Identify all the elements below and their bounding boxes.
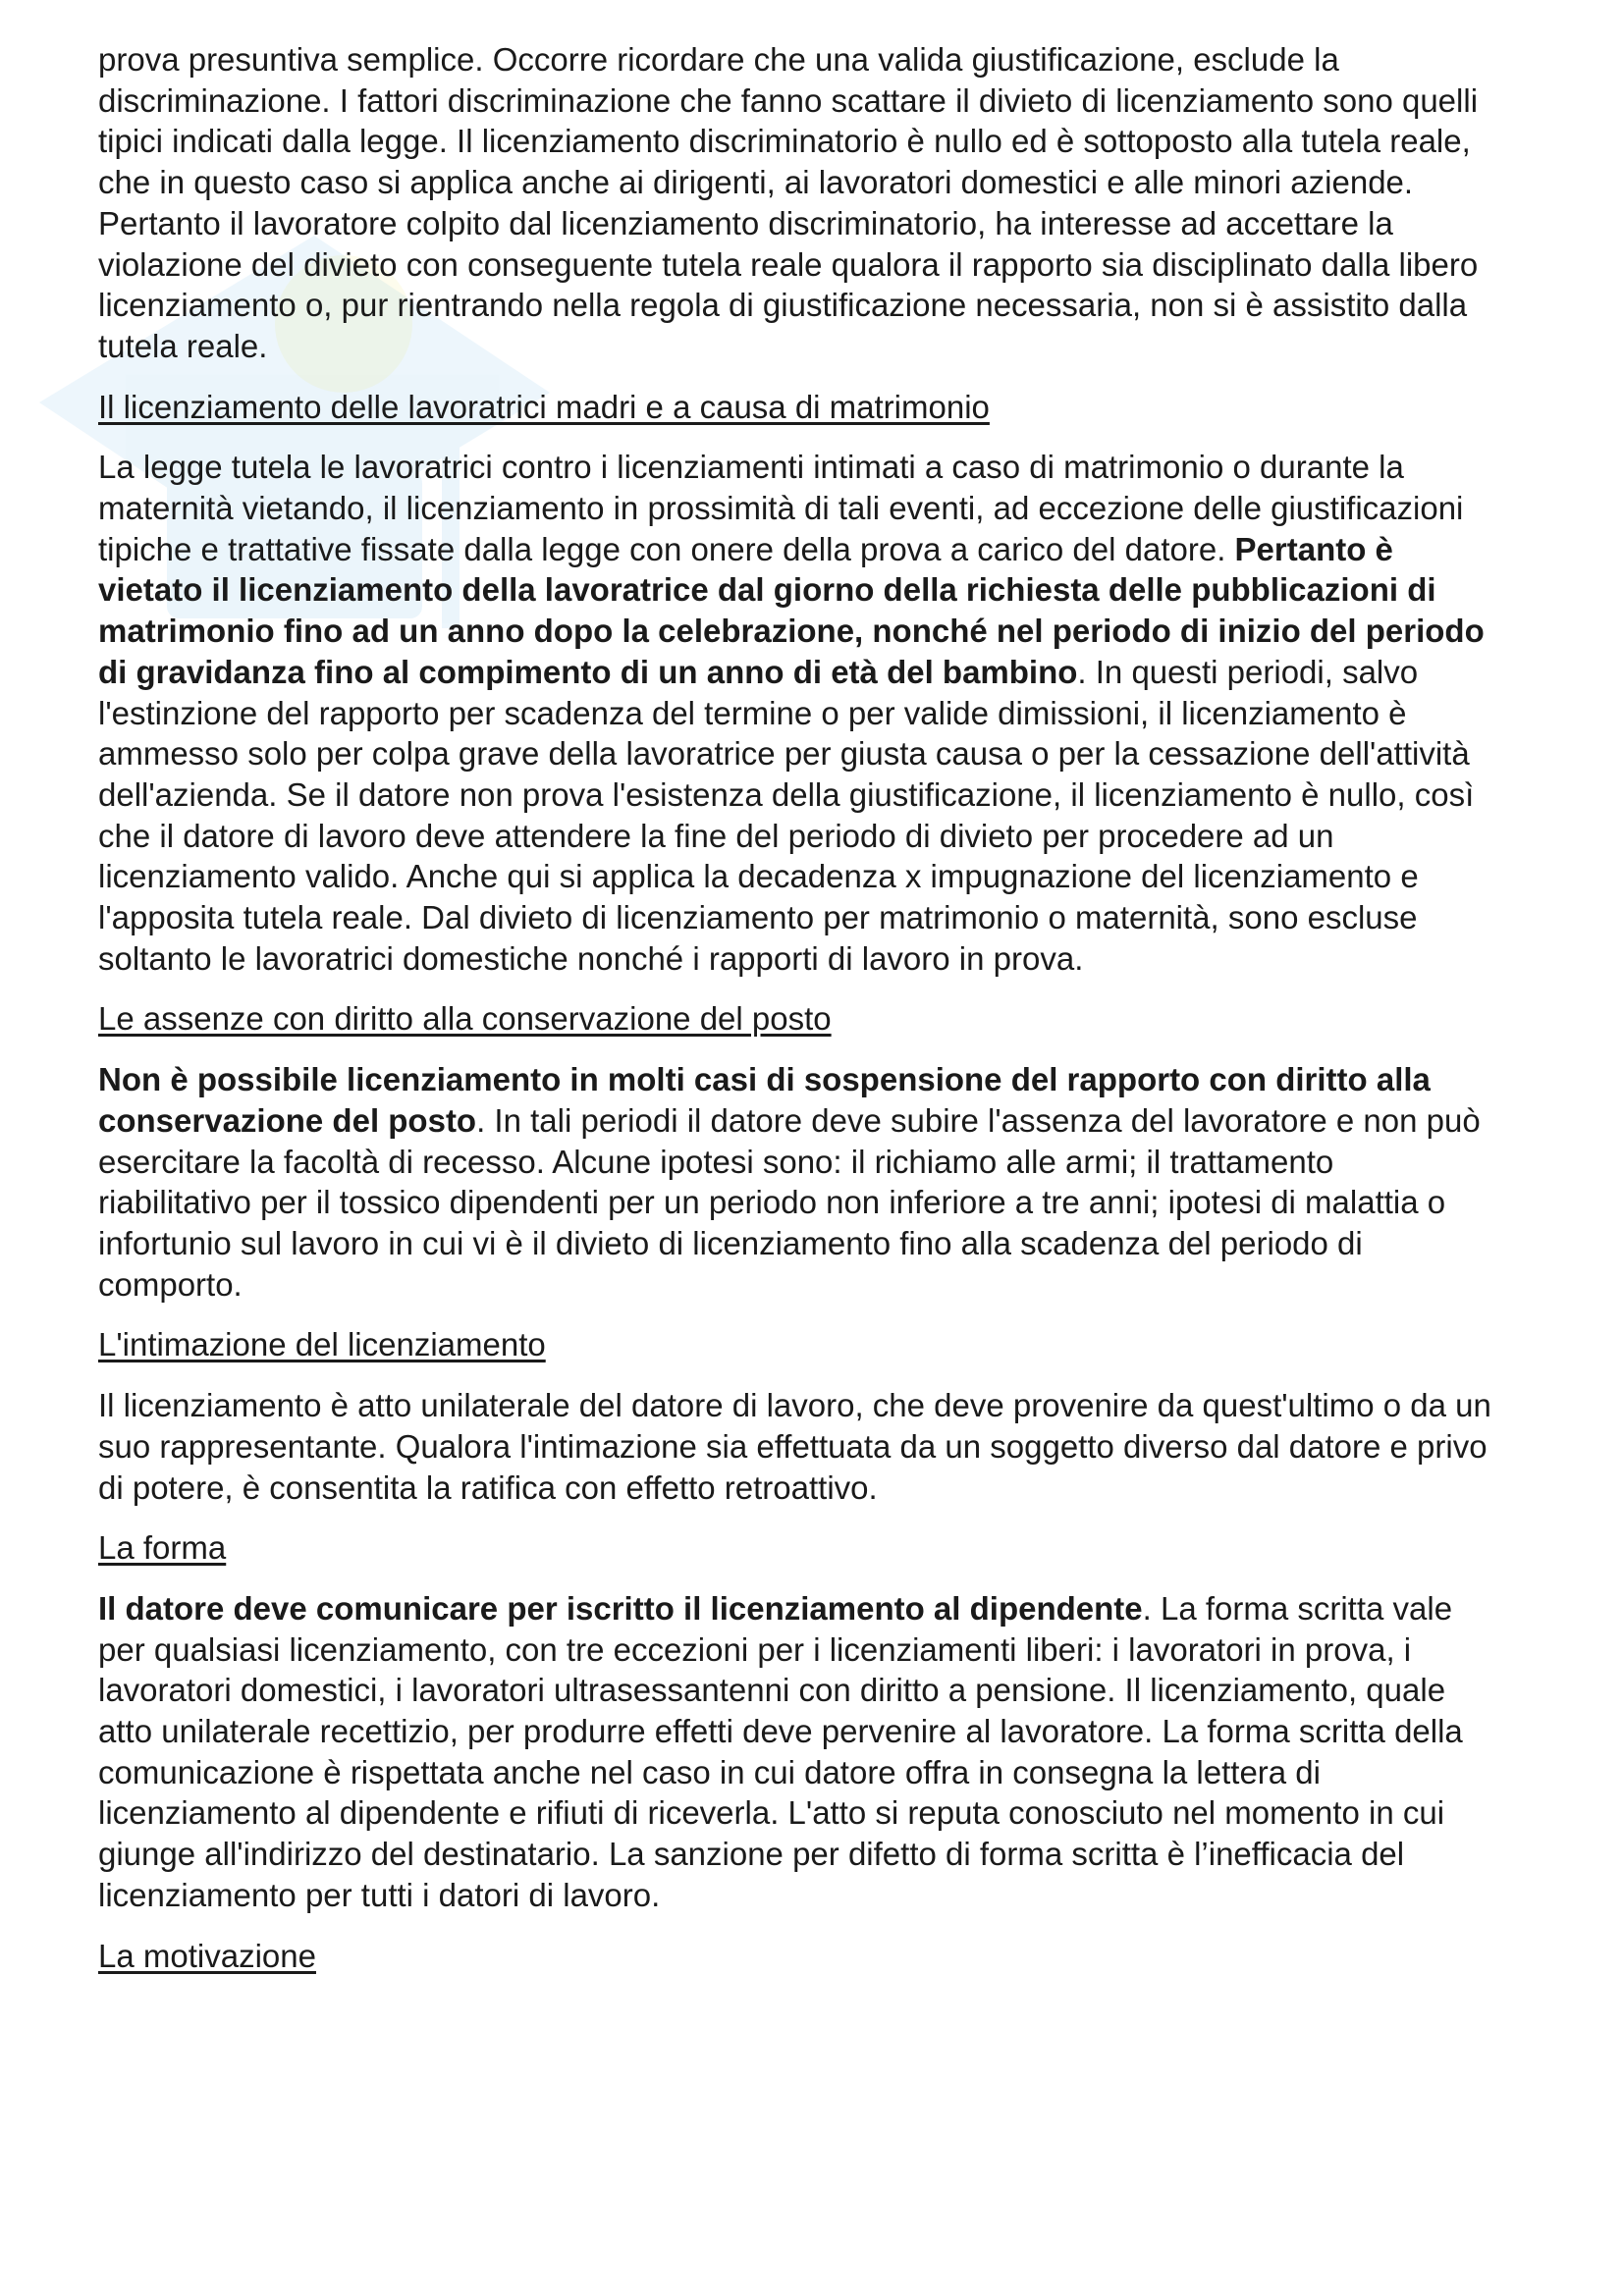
bold-text-run: Pertanto è vietato il licenziamento della lavoratrice dal giorno della richiesta delle pubblicazioni di matrimonio fino ad un anno dopo la celebrazione, nonché nel periodo di inizio del periodo di gravidanza fino al compimento di un anno di età del bambino xyxy=(98,530,1485,690)
text-run: . La forma scritta vale per qualsiasi licenziamento, con tre eccezioni per i licenziamenti liberi: i lavoratori in prova, i lavoratori domestici, i lavoratori ultrasessantenni con diritto a pensione. Il licenziamento, quale atto unilaterale recettizio, per produrre effetti deve pervenire al lavoratore. La forma scritta della comunicazione è rispettata anche nel caso in cui datore offra in consegna la lettera di licenziamento al dipendente e rifiuti di riceverla. L'atto si reputa conosciuto nel momento in cui giunge all'indirizzo del destinatario. La sanzione per difetto di forma scritta è l’inefficacia del licenziamento per tutti i datori di lavoro. xyxy=(98,1589,1463,1913)
bold-text-run: Non è possibile licenziamento in molti casi di sospensione del rapporto con diritto alla conservazione del posto xyxy=(98,1061,1431,1139)
section-heading-motivazione: La motivazione xyxy=(98,1937,316,1974)
text-run: Il licenziamento è atto unilaterale del datore di lavoro, che deve provenire da quest'ultimo o da un suo rappresentante. Qualora l'intimazione sia effettuata da un soggetto diverso dal datore e privo di potere, è consentita la ratifica con effetto retroattivo. xyxy=(98,1387,1491,1506)
text-run: . In tali periodi il datore deve subire l'assenza del lavoratore e non può esercitare la facoltà di recesso. Alcune ipotesi sono: il richiamo alle armi; il trattamento riabilitativo per il tossico dipendenti per un periodo non inferiore a tre anni; ipotesi di malattia o infortunio sul lavoro in cui vi è il divieto di licenziamento fino alla scadenza del periodo di comporto. xyxy=(98,1101,1481,1303)
text-run: . In questi periodi, salvo l'estinzione del rapporto per scadenza del termine o per valide dimissioni, il licenziamento è ammesso solo per colpa grave della lavoratrice per giusta causa o per la cessazione dell'attività dell'azienda. Se il datore non prova l'esistenza della giustificazione, il licenziamento è nullo, così che il datore di lavoro deve attendere la fine del periodo di divieto per procedere ad un licenziamento valido. Anche qui si applica la decadenza x impugnazione del licenziamento e l'apposita tutela reale. Dal divieto di licenziamento per matrimonio o maternità, sono escluse soltanto le lavoratrici domestiche nonché i rapporti di lavoro in prova. xyxy=(98,653,1475,977)
document-body xyxy=(98,39,1492,1996)
text-run: prova presuntiva semplice. Occorre ricordare che una valida giustificazione, esclude la discriminazione. I fattori discriminazione che fanno scattare il divieto di licenziamento sono quelli tipici indicati dalla legge. Il licenziamento discriminatorio è nullo ed è sottoposto alla tutela reale, che in questo caso si applica anche ai dirigenti, ai lavoratori domestici e alle minori aziende. Pertanto il lavoratore colpito dal licenziamento discriminatorio, ha interesse ad accettare la violazione del divieto con conseguente tutela reale qualora il rapporto sia disciplinato dalla libero licenziamento o, pur rientrando nella regola di giustificazione necessaria, non si è assistito dalla tutela reale. xyxy=(98,41,1479,364)
paragraph-intimazione xyxy=(98,1385,1492,1508)
paragraph-intro xyxy=(98,39,1492,367)
paragraph-assenze xyxy=(98,1059,1492,1305)
text-run: La legge tutela le lavoratrici contro i licenziamenti intimati a caso di matrimonio o durante la maternità vietando, il licenziamento in prossimità di tali eventi, ad eccezione delle giustificazioni tipiche e trattative fissate dalla legge con onere della prova a carico del datore. xyxy=(98,449,1464,567)
section-heading-forma: La forma xyxy=(98,1529,227,1567)
paragraph-madri xyxy=(98,447,1492,979)
section-heading-intimazione: L'intimazione del licenziamento xyxy=(98,1326,546,1363)
paragraph-forma xyxy=(98,1588,1492,1916)
section-heading-assenze: Le assenze con diritto alla conservazione del posto xyxy=(98,1000,832,1038)
section-heading-madri: Il licenziamento delle lavoratrici madri e a causa di matrimonio xyxy=(98,388,990,425)
bold-text-run: Il datore deve comunicare per iscritto il licenziamento al dipendente xyxy=(98,1589,1143,1627)
